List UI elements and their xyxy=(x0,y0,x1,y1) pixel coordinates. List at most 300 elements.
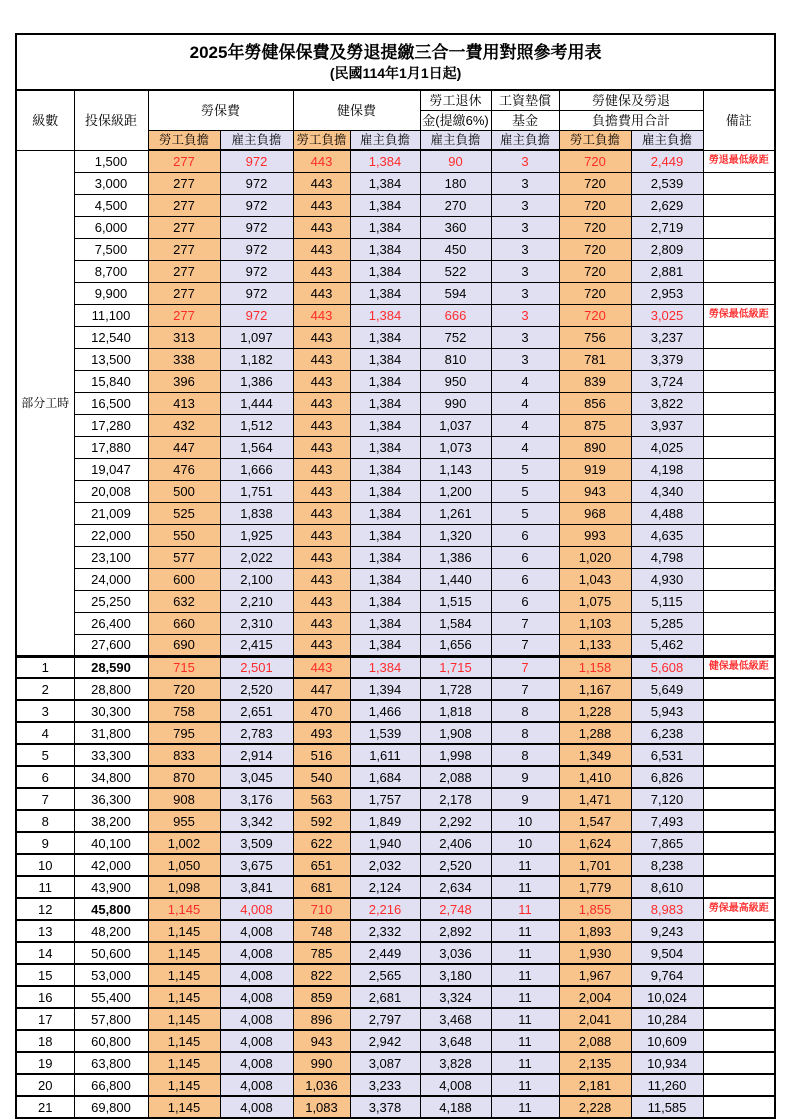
cell-health-employer: 1,757 xyxy=(350,788,420,810)
cell-fund-employer: 11 xyxy=(491,1008,559,1030)
cell-level: 11 xyxy=(16,876,74,898)
cell-bracket: 31,800 xyxy=(74,722,148,744)
cell-pension-employer: 1,037 xyxy=(420,414,491,436)
cell-health-employer: 1,384 xyxy=(350,656,420,678)
cell-health-employee: 443 xyxy=(293,370,350,392)
cell-remark xyxy=(703,568,775,590)
cell-fund-employer: 5 xyxy=(491,502,559,524)
cell-level: 18 xyxy=(16,1030,74,1052)
cell-remark xyxy=(703,524,775,546)
cell-pension-employer: 3,828 xyxy=(420,1052,491,1074)
table-row xyxy=(16,304,775,326)
cell-level: 17 xyxy=(16,1008,74,1030)
cell-labor-employee: 525 xyxy=(148,502,220,524)
cell-total-employee: 1,547 xyxy=(559,810,631,832)
cell-total-employer: 5,115 xyxy=(631,590,703,612)
cell-level: 13 xyxy=(16,920,74,942)
cell-total-employee: 781 xyxy=(559,348,631,370)
cell-labor-employer: 4,008 xyxy=(220,1008,293,1030)
cell-pension-employer: 270 xyxy=(420,194,491,216)
cell-pension-employer: 4,008 xyxy=(420,1074,491,1096)
cell-pension-employer: 3,180 xyxy=(420,964,491,986)
cell-bracket: 22,000 xyxy=(74,524,148,546)
cell-total-employer: 2,953 xyxy=(631,282,703,304)
cell-labor-employer: 1,182 xyxy=(220,348,293,370)
cell-total-employee: 856 xyxy=(559,392,631,414)
cell-health-employer: 1,384 xyxy=(350,216,420,238)
cell-labor-employee: 720 xyxy=(148,678,220,700)
table-row xyxy=(16,172,775,194)
cell-health-employee: 681 xyxy=(293,876,350,898)
cell-remark xyxy=(703,436,775,458)
cell-total-employee: 2,135 xyxy=(559,1052,631,1074)
cell-total-employee: 1,043 xyxy=(559,568,631,590)
cell-health-employee: 622 xyxy=(293,832,350,854)
cell-bracket: 11,100 xyxy=(74,304,148,326)
cell-health-employer: 1,611 xyxy=(350,744,420,766)
col-header-labor-insurance: 勞保費 xyxy=(148,90,293,131)
cell-health-employer: 2,681 xyxy=(350,986,420,1008)
cell-pension-employer: 2,892 xyxy=(420,920,491,942)
cell-total-employee: 1,020 xyxy=(559,546,631,568)
cell-health-employer: 1,466 xyxy=(350,700,420,722)
cell-remark xyxy=(703,678,775,700)
table-row xyxy=(16,590,775,612)
cell-level: 3 xyxy=(16,700,74,722)
cell-bracket: 60,800 xyxy=(74,1030,148,1052)
cell-labor-employee: 277 xyxy=(148,172,220,194)
cell-fund-employer: 11 xyxy=(491,1030,559,1052)
cell-total-employee: 2,004 xyxy=(559,986,631,1008)
cell-total-employer: 3,724 xyxy=(631,370,703,392)
cell-total-employer: 2,539 xyxy=(631,172,703,194)
col-header-total-line2: 負擔費用合計 xyxy=(559,111,703,131)
cell-health-employee: 563 xyxy=(293,788,350,810)
cell-labor-employer: 4,008 xyxy=(220,1096,293,1118)
cell-pension-employer: 1,143 xyxy=(420,458,491,480)
cell-total-employee: 2,181 xyxy=(559,1074,631,1096)
cell-bracket: 48,200 xyxy=(74,920,148,942)
subheader-total-employee: 勞工負擔 xyxy=(559,131,631,151)
cell-pension-employer: 990 xyxy=(420,392,491,414)
cell-bracket: 55,400 xyxy=(74,986,148,1008)
cell-labor-employee: 1,145 xyxy=(148,920,220,942)
cell-bracket: 17,880 xyxy=(74,436,148,458)
table-row xyxy=(16,326,775,348)
table-row xyxy=(16,612,775,634)
cell-total-employer: 4,340 xyxy=(631,480,703,502)
cell-labor-employee: 1,145 xyxy=(148,1008,220,1030)
cell-total-employer: 10,284 xyxy=(631,1008,703,1030)
cell-total-employer: 2,719 xyxy=(631,216,703,238)
cell-health-employee: 443 xyxy=(293,502,350,524)
cell-health-employer: 1,539 xyxy=(350,722,420,744)
cell-fund-employer: 11 xyxy=(491,964,559,986)
cell-labor-employee: 1,145 xyxy=(148,1074,220,1096)
cell-total-employer: 4,798 xyxy=(631,546,703,568)
table-row xyxy=(16,524,775,546)
cell-health-employee: 443 xyxy=(293,282,350,304)
cell-remark: 健保最低級距 xyxy=(703,656,775,678)
cell-level: 8 xyxy=(16,810,74,832)
cell-fund-employer: 7 xyxy=(491,634,559,656)
cell-pension-employer: 90 xyxy=(420,150,491,172)
cell-total-employer: 6,826 xyxy=(631,766,703,788)
cell-labor-employer: 972 xyxy=(220,282,293,304)
cell-health-employee: 447 xyxy=(293,678,350,700)
cell-labor-employee: 660 xyxy=(148,612,220,634)
cell-labor-employer: 1,512 xyxy=(220,414,293,436)
cell-remark xyxy=(703,854,775,876)
cell-total-employee: 890 xyxy=(559,436,631,458)
table-row xyxy=(16,876,775,898)
cell-health-employee: 651 xyxy=(293,854,350,876)
cell-level: 12 xyxy=(16,898,74,920)
cell-bracket: 33,300 xyxy=(74,744,148,766)
cell-total-employee: 968 xyxy=(559,502,631,524)
cell-total-employee: 720 xyxy=(559,150,631,172)
cell-fund-employer: 11 xyxy=(491,876,559,898)
table-row xyxy=(16,568,775,590)
table-row xyxy=(16,964,775,986)
cell-total-employee: 1,624 xyxy=(559,832,631,854)
cell-total-employer: 11,260 xyxy=(631,1074,703,1096)
cell-health-employee: 540 xyxy=(293,766,350,788)
cell-fund-employer: 11 xyxy=(491,986,559,1008)
cell-fund-employer: 4 xyxy=(491,392,559,414)
cell-health-employer: 1,384 xyxy=(350,502,420,524)
cell-health-employee: 443 xyxy=(293,458,350,480)
cell-level: 2 xyxy=(16,678,74,700)
cell-fund-employer: 3 xyxy=(491,304,559,326)
cell-level: 6 xyxy=(16,766,74,788)
cell-total-employee: 1,075 xyxy=(559,590,631,612)
cell-health-employer: 1,384 xyxy=(350,304,420,326)
cell-total-employer: 10,934 xyxy=(631,1052,703,1074)
cell-pension-employer: 3,648 xyxy=(420,1030,491,1052)
cell-pension-employer: 2,748 xyxy=(420,898,491,920)
cell-total-employee: 720 xyxy=(559,238,631,260)
cell-bracket: 34,800 xyxy=(74,766,148,788)
cell-remark: 勞保最低級距 xyxy=(703,304,775,326)
cell-health-employer: 1,384 xyxy=(350,370,420,392)
cell-total-employer: 5,943 xyxy=(631,700,703,722)
table-row xyxy=(16,634,775,656)
cell-labor-employee: 277 xyxy=(148,282,220,304)
cell-remark xyxy=(703,348,775,370)
cell-labor-employee: 955 xyxy=(148,810,220,832)
col-header-pension-line1: 勞工退休 xyxy=(420,90,491,111)
cell-labor-employee: 476 xyxy=(148,458,220,480)
cell-fund-employer: 11 xyxy=(491,854,559,876)
cell-bracket: 13,500 xyxy=(74,348,148,370)
table-row xyxy=(16,436,775,458)
cell-bracket: 20,008 xyxy=(74,480,148,502)
cell-total-employer: 2,809 xyxy=(631,238,703,260)
cell-pension-employer: 1,584 xyxy=(420,612,491,634)
cell-labor-employer: 2,310 xyxy=(220,612,293,634)
cell-bracket: 23,100 xyxy=(74,546,148,568)
cell-health-employer: 1,384 xyxy=(350,634,420,656)
cell-bracket: 6,000 xyxy=(74,216,148,238)
cell-health-employee: 710 xyxy=(293,898,350,920)
cell-total-employee: 720 xyxy=(559,216,631,238)
cell-bracket: 42,000 xyxy=(74,854,148,876)
cell-health-employee: 896 xyxy=(293,1008,350,1030)
cell-pension-employer: 1,200 xyxy=(420,480,491,502)
cell-health-employer: 1,940 xyxy=(350,832,420,854)
cell-labor-employee: 1,145 xyxy=(148,898,220,920)
cell-labor-employee: 1,145 xyxy=(148,986,220,1008)
cell-pension-employer: 810 xyxy=(420,348,491,370)
cell-pension-employer: 1,908 xyxy=(420,722,491,744)
cell-total-employer: 3,822 xyxy=(631,392,703,414)
cell-pension-employer: 1,728 xyxy=(420,678,491,700)
cell-labor-employee: 833 xyxy=(148,744,220,766)
table-row xyxy=(16,150,775,172)
cell-bracket: 30,300 xyxy=(74,700,148,722)
cell-total-employee: 1,701 xyxy=(559,854,631,876)
cell-bracket: 27,600 xyxy=(74,634,148,656)
cell-total-employer: 5,462 xyxy=(631,634,703,656)
cell-labor-employer: 2,914 xyxy=(220,744,293,766)
cell-bracket: 43,900 xyxy=(74,876,148,898)
col-header-total-line1: 勞健保及勞退 xyxy=(559,90,703,111)
table-row xyxy=(16,700,775,722)
cell-level: 14 xyxy=(16,942,74,964)
cell-health-employer: 1,384 xyxy=(350,436,420,458)
cell-health-employer: 1,849 xyxy=(350,810,420,832)
cell-total-employer: 7,120 xyxy=(631,788,703,810)
cell-fund-employer: 11 xyxy=(491,920,559,942)
subheader-labor-employee: 勞工負擔 xyxy=(148,131,220,151)
cell-labor-employer: 3,675 xyxy=(220,854,293,876)
cell-fund-employer: 4 xyxy=(491,436,559,458)
cell-pension-employer: 360 xyxy=(420,216,491,238)
subheader-total-employer: 雇主負擔 xyxy=(631,131,703,151)
cell-pension-employer: 594 xyxy=(420,282,491,304)
table-row xyxy=(16,282,775,304)
cell-health-employer: 1,384 xyxy=(350,524,420,546)
cell-remark xyxy=(703,546,775,568)
cell-labor-employer: 4,008 xyxy=(220,898,293,920)
cell-pension-employer: 1,656 xyxy=(420,634,491,656)
cell-labor-employer: 972 xyxy=(220,260,293,282)
cell-fund-employer: 3 xyxy=(491,282,559,304)
cell-pension-employer: 3,036 xyxy=(420,942,491,964)
cell-total-employee: 1,167 xyxy=(559,678,631,700)
table-row xyxy=(16,1096,775,1118)
table-row xyxy=(16,370,775,392)
cell-remark xyxy=(703,458,775,480)
cell-pension-employer: 450 xyxy=(420,238,491,260)
table-row xyxy=(16,920,775,942)
cell-labor-employer: 1,097 xyxy=(220,326,293,348)
cell-level: 16 xyxy=(16,986,74,1008)
table-row xyxy=(16,854,775,876)
cell-fund-employer: 6 xyxy=(491,546,559,568)
cell-remark xyxy=(703,942,775,964)
cell-bracket: 38,200 xyxy=(74,810,148,832)
cell-labor-employer: 2,520 xyxy=(220,678,293,700)
cell-remark xyxy=(703,788,775,810)
cell-total-employer: 5,649 xyxy=(631,678,703,700)
cell-labor-employee: 313 xyxy=(148,326,220,348)
cell-total-employer: 5,285 xyxy=(631,612,703,634)
cell-total-employer: 4,635 xyxy=(631,524,703,546)
cell-total-employer: 3,937 xyxy=(631,414,703,436)
cell-fund-employer: 11 xyxy=(491,898,559,920)
cell-health-employee: 516 xyxy=(293,744,350,766)
cell-total-employer: 11,585 xyxy=(631,1096,703,1118)
cell-labor-employee: 500 xyxy=(148,480,220,502)
cell-health-employer: 1,384 xyxy=(350,392,420,414)
cell-labor-employee: 1,145 xyxy=(148,964,220,986)
cell-health-employee: 443 xyxy=(293,656,350,678)
cell-health-employer: 1,384 xyxy=(350,348,420,370)
cell-total-employee: 720 xyxy=(559,282,631,304)
cell-labor-employee: 908 xyxy=(148,788,220,810)
cell-health-employee: 1,083 xyxy=(293,1096,350,1118)
cell-pension-employer: 4,188 xyxy=(420,1096,491,1118)
cell-remark xyxy=(703,392,775,414)
cell-labor-employee: 277 xyxy=(148,238,220,260)
cell-labor-employer: 972 xyxy=(220,194,293,216)
table-row xyxy=(16,1030,775,1052)
cell-remark xyxy=(703,986,775,1008)
cell-labor-employer: 3,841 xyxy=(220,876,293,898)
cell-fund-employer: 3 xyxy=(491,150,559,172)
table-row xyxy=(16,392,775,414)
cell-labor-employee: 1,145 xyxy=(148,1052,220,1074)
cell-health-employer: 2,332 xyxy=(350,920,420,942)
cell-fund-employer: 6 xyxy=(491,590,559,612)
cell-labor-employer: 1,666 xyxy=(220,458,293,480)
cell-fund-employer: 7 xyxy=(491,656,559,678)
cell-total-employee: 875 xyxy=(559,414,631,436)
cell-bracket: 25,250 xyxy=(74,590,148,612)
cell-labor-employer: 1,444 xyxy=(220,392,293,414)
cell-remark xyxy=(703,326,775,348)
cell-labor-employee: 1,145 xyxy=(148,1096,220,1118)
cell-fund-employer: 10 xyxy=(491,810,559,832)
cell-level: 20 xyxy=(16,1074,74,1096)
cell-total-employee: 993 xyxy=(559,524,631,546)
table-row xyxy=(16,898,775,920)
cell-fund-employer: 8 xyxy=(491,744,559,766)
cell-health-employer: 1,384 xyxy=(350,150,420,172)
cell-fund-employer: 8 xyxy=(491,700,559,722)
cell-health-employee: 443 xyxy=(293,216,350,238)
cell-health-employee: 822 xyxy=(293,964,350,986)
cell-bracket: 66,800 xyxy=(74,1074,148,1096)
cell-pension-employer: 1,818 xyxy=(420,700,491,722)
col-header-wage-fund-line1: 工資墊償 xyxy=(491,90,559,111)
cell-remark xyxy=(703,194,775,216)
cell-health-employee: 443 xyxy=(293,326,350,348)
col-header-health-insurance: 健保費 xyxy=(293,90,420,131)
cell-pension-employer: 2,088 xyxy=(420,766,491,788)
cell-labor-employer: 3,509 xyxy=(220,832,293,854)
cell-bracket: 63,800 xyxy=(74,1052,148,1074)
cell-total-employee: 839 xyxy=(559,370,631,392)
cell-labor-employer: 1,925 xyxy=(220,524,293,546)
cell-health-employee: 859 xyxy=(293,986,350,1008)
premium-comparison-table xyxy=(15,33,776,1119)
cell-fund-employer: 8 xyxy=(491,722,559,744)
cell-health-employee: 493 xyxy=(293,722,350,744)
cell-pension-employer: 1,386 xyxy=(420,546,491,568)
cell-health-employer: 2,449 xyxy=(350,942,420,964)
cell-total-employee: 1,228 xyxy=(559,700,631,722)
cell-labor-employee: 338 xyxy=(148,348,220,370)
cell-total-employer: 7,865 xyxy=(631,832,703,854)
cell-remark xyxy=(703,920,775,942)
cell-total-employee: 756 xyxy=(559,326,631,348)
subheader-fund-employer: 雇主負擔 xyxy=(491,131,559,151)
cell-health-employee: 443 xyxy=(293,414,350,436)
cell-total-employer: 6,238 xyxy=(631,722,703,744)
cell-level: 1 xyxy=(16,656,74,678)
cell-health-employer: 1,384 xyxy=(350,568,420,590)
cell-labor-employer: 972 xyxy=(220,172,293,194)
cell-health-employee: 748 xyxy=(293,920,350,942)
cell-remark: 勞退最低級距 xyxy=(703,150,775,172)
cell-bracket: 24,000 xyxy=(74,568,148,590)
cell-health-employee: 443 xyxy=(293,612,350,634)
cell-total-employee: 1,133 xyxy=(559,634,631,656)
cell-health-employer: 2,797 xyxy=(350,1008,420,1030)
col-header-bracket: 投保級距 xyxy=(74,90,148,150)
cell-total-employer: 9,764 xyxy=(631,964,703,986)
cell-level: 7 xyxy=(16,788,74,810)
cell-remark xyxy=(703,722,775,744)
cell-total-employee: 720 xyxy=(559,172,631,194)
cell-pension-employer: 2,292 xyxy=(420,810,491,832)
cell-labor-employee: 1,145 xyxy=(148,1030,220,1052)
cell-total-employer: 7,493 xyxy=(631,810,703,832)
cell-total-employee: 1,967 xyxy=(559,964,631,986)
cell-labor-employee: 447 xyxy=(148,436,220,458)
cell-health-employee: 443 xyxy=(293,524,350,546)
cell-total-employee: 919 xyxy=(559,458,631,480)
cell-pension-employer: 950 xyxy=(420,370,491,392)
cell-fund-employer: 5 xyxy=(491,458,559,480)
cell-health-employee: 443 xyxy=(293,194,350,216)
cell-total-employee: 2,088 xyxy=(559,1030,631,1052)
cell-labor-employer: 4,008 xyxy=(220,1030,293,1052)
cell-total-employer: 4,198 xyxy=(631,458,703,480)
cell-remark xyxy=(703,260,775,282)
cell-health-employer: 1,384 xyxy=(350,172,420,194)
cell-health-employer: 3,233 xyxy=(350,1074,420,1096)
cell-bracket: 19,047 xyxy=(74,458,148,480)
cell-labor-employee: 715 xyxy=(148,656,220,678)
cell-total-employer: 3,237 xyxy=(631,326,703,348)
table-row xyxy=(16,260,775,282)
cell-remark xyxy=(703,282,775,304)
cell-labor-employee: 690 xyxy=(148,634,220,656)
cell-total-employer: 4,930 xyxy=(631,568,703,590)
cell-level: 15 xyxy=(16,964,74,986)
cell-labor-employer: 1,838 xyxy=(220,502,293,524)
cell-fund-employer: 3 xyxy=(491,260,559,282)
cell-fund-employer: 3 xyxy=(491,172,559,194)
cell-labor-employer: 972 xyxy=(220,238,293,260)
subheader-health-employer: 雇主負擔 xyxy=(350,131,420,151)
cell-total-employee: 1,930 xyxy=(559,942,631,964)
cell-pension-employer: 3,468 xyxy=(420,1008,491,1030)
